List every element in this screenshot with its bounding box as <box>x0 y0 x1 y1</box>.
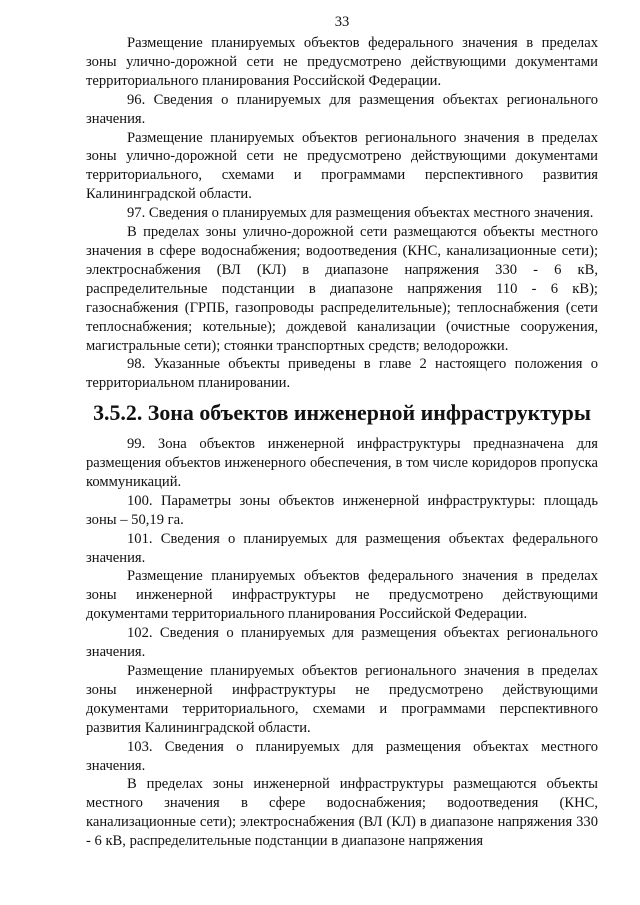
paragraph-98: 98. Указанные объекты приведены в главе 2 настоящего положения о территориальном планировании. <box>86 356 598 392</box>
paragraph-103: 103. Сведения о планируемых для размещения объектах местного значения. <box>86 738 598 774</box>
paragraph-regional-street-network: Размещение планируемых объектов регионального значения в пределах зоны улично-дорожной сети не предусмотрено действующими документами территориального, схемами и программами перспективного развития Калининградской области. <box>86 129 598 203</box>
section-heading: 3.5.2. Зона объектов инженерной инфраструктуры <box>93 400 591 426</box>
page-number: 33 <box>334 14 350 30</box>
paragraph-96: 96. Сведения о планируемых для размещения объектах регионального значения. <box>86 91 598 127</box>
paragraph-99: 99. Зона объектов инженерной инфраструктуры предназначена для размещения объектов инженерного обеспечения, в том числе коридоров пропуска коммуникаций. <box>86 436 598 490</box>
paragraph-federal-engineering: Размещение планируемых объектов федерального значения в пределах зоны инженерной инфраструктуры не предусмотрено действующими документами территориального планирования Российской Федерации. <box>86 568 598 623</box>
paragraph-federal-street-network: Размещение планируемых объектов федерального значения в пределах зоны улично-дорожной сети не предусмотрено действующими документами территориального планирования Российской Федерации. <box>86 35 598 89</box>
paragraph-102: 102. Сведения о планируемых для размещения объектах регионального значения. <box>86 625 598 661</box>
document-page <box>86 13 598 851</box>
paragraph-97: 97. Сведения о планируемых для размещения объектах местного значения. <box>127 205 594 222</box>
paragraph-regional-engineering: Размещение планируемых объектов регионального значения в пределах зоны инженерной инфраструктуры не предусмотрено действующими документами территориального, схемами и программами перспективного развития Калининградской области. <box>86 663 598 736</box>
paragraph-100: 100. Параметры зоны объектов инженерной инфраструктуры: площадь зоны – 50,19 га. <box>86 492 598 528</box>
paragraph-101: 101. Сведения о планируемых для размещения объектах федерального значения. <box>86 530 598 566</box>
paragraph-local-engineering: В пределах зоны инженерной инфраструктуры размещаются объекты местного значения в сфере водоснабжения; водоотведения (КНС, канализационные сети); электроснабжения (ВЛ (КЛ) в диапазоне напряжения 330 - 6 кВ, распределительные подстанции в диапазоне напряжения <box>86 776 598 850</box>
paragraph-local-street-network: В пределах зоны улично-дорожной сети размещаются объекты местного значения в сфере водоснабжения; водоотведения (КНС, канализационные сети); электроснабжения (ВЛ (КЛ) в диапазоне напряжения 330 - 6 кВ, распределительные подстанции в диапазоне напряжения 110 - 6 кВ); газоснабжения (ГРПБ, газопроводы распределительные); теплоснабжения (сети теплоснабжения; котельные); дождевой канализации (очистные сооружения, магистральные сети); стоянки транспортных средств; велодорожки. <box>86 224 598 354</box>
